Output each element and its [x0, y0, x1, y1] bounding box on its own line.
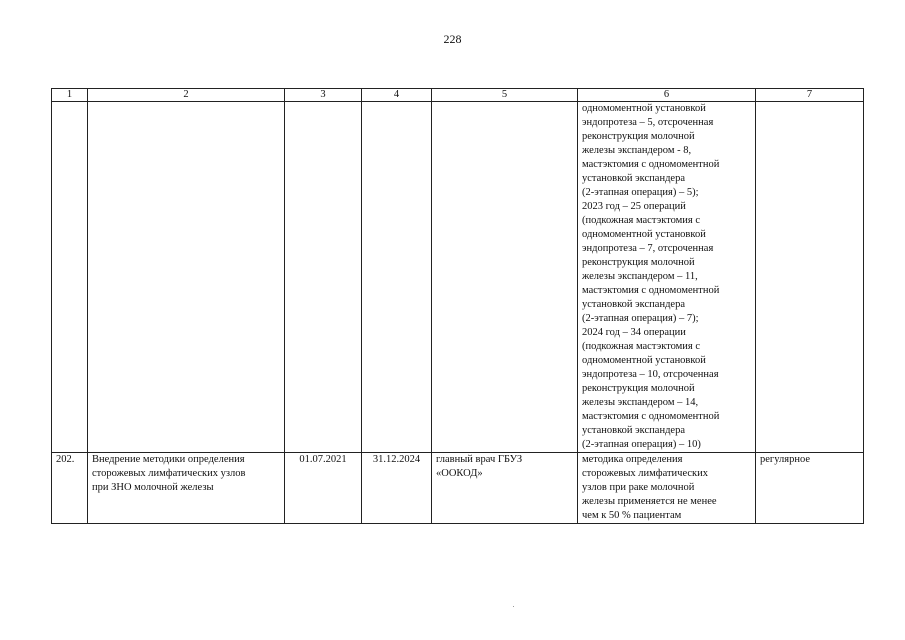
end-date: 31.12.2024 [362, 453, 432, 524]
start-date: 01.07.2021 [285, 453, 362, 524]
scan-speck [513, 606, 514, 607]
responsible-person: главный врач ГБУЗ «ООКОД» [432, 453, 578, 524]
header-col-4: 4 [362, 89, 432, 102]
continued-num-cell [52, 102, 88, 453]
header-col-3: 3 [285, 89, 362, 102]
row-number: 202. [52, 453, 88, 524]
continued-name-cell [88, 102, 285, 453]
header-col-5: 5 [432, 89, 578, 102]
measure-name: Внедрение методики определения сторожевых лимфатических узлов при ЗНО молочной железы [88, 453, 285, 524]
continued-responsible-cell [432, 102, 578, 453]
measure-type: регулярное [756, 453, 864, 524]
header-col-7: 7 [756, 89, 864, 102]
measures-table [51, 88, 864, 524]
continued-row [52, 102, 864, 453]
continued-start-cell [285, 102, 362, 453]
table-row-202 [52, 453, 864, 524]
header-col-6: 6 [578, 89, 756, 102]
header-col-1: 1 [52, 89, 88, 102]
page-number: 228 [443, 32, 462, 46]
continued-type-cell [756, 102, 864, 453]
header-row [52, 89, 864, 102]
continued-end-cell [362, 102, 432, 453]
header-col-2: 2 [88, 89, 285, 102]
continued-result-cell: одномоментной установкой эндопротеза – 5, отсроченная реконструкция молочной железы экспандером - 8, мастэктомия с одномоментной установкой экспандера (2-этапная операция) – 5); 2023 год – 25 операций (подкожная мастэктомия с одномоментной установкой эндопротеза – 7, отсроченная реконструкция молочной железы экспандером – 11, мастэктомия с одномоментной установкой экспандера (2-этапная операция) – 7); 2024 год – 34 операции (подкожная мастэктомия с одномоментной установкой эндопротеза – 10, отсроченная реконструкция молочной железы экспандером – 14, мастэктомия с одномоментной установкой экспандера (2-этапная операция) – 10) [578, 102, 756, 453]
expected-result: методика определения сторожевых лимфатических узлов при раке молочной железы применяется не менее чем к 50 % пациентам [578, 453, 756, 524]
